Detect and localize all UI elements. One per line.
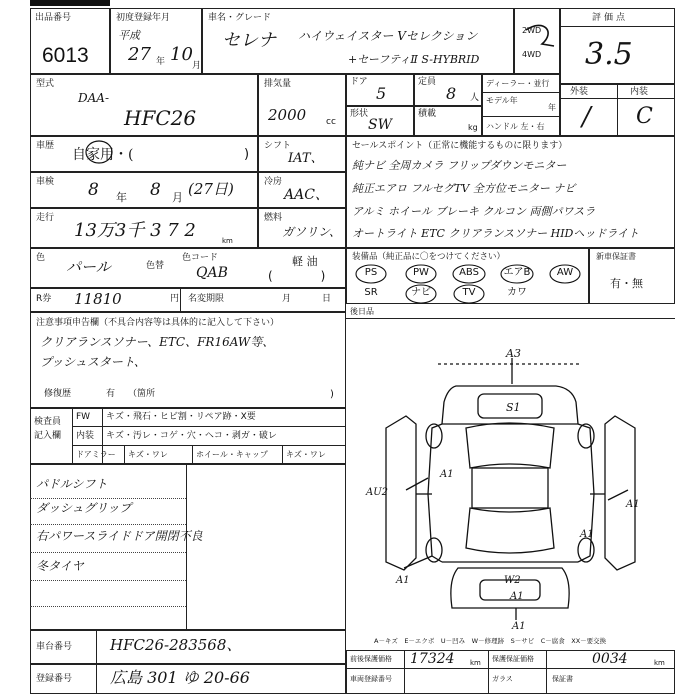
opt-tv: TV	[462, 287, 476, 298]
shape-label: 形状	[350, 109, 369, 119]
score-value: 3.5	[585, 37, 633, 72]
doors-label: ドア	[350, 77, 368, 87]
insp-month-unit: 月	[172, 191, 183, 204]
opt-sr: SR	[364, 287, 378, 298]
sales-line4: オートライト ETC クリアランスソナー HIDヘッドライト	[352, 227, 640, 240]
opt-pw: PW	[413, 267, 429, 278]
recycle-label: R券	[36, 294, 52, 304]
shape-value: SW	[368, 117, 392, 133]
chassis-divider	[96, 630, 97, 664]
car-grade: ハイウェイスター Vセレクション	[298, 29, 478, 43]
remark-line1: パドルシフト	[36, 477, 108, 491]
score-label: 評価点	[592, 13, 629, 23]
footer-right-div3	[546, 650, 547, 694]
opt-airbag: エアB	[503, 267, 531, 278]
inspector-r3-divider3	[282, 445, 283, 464]
mirror-head: ドアミラー	[76, 450, 116, 459]
ac-label: 冷房	[264, 177, 283, 187]
remarks-rule4	[30, 580, 186, 581]
first-reg-label: 初度登録年月	[116, 13, 171, 23]
doors-value: 5	[376, 84, 387, 103]
shift-value: IAT、	[288, 151, 324, 166]
insp-year: 8	[88, 180, 99, 200]
mark-a1-door: A1	[440, 469, 454, 480]
footer-right-div2	[488, 650, 489, 694]
remarks-rule1	[30, 498, 186, 499]
model-year-unit: 年	[548, 103, 556, 112]
notes-label: 注意事項申告欄（不具合内容等は具体的に記入して下さい）	[36, 318, 280, 328]
equipment-circles	[346, 262, 589, 304]
new-car-label: 新車保証書	[596, 252, 636, 261]
remark-line3: 右パワースライドドア開閉不良	[36, 529, 203, 543]
plate-value: 広島 301 ゆ 20-66	[110, 668, 250, 687]
expiry-day: 日	[322, 294, 332, 304]
lot-number: 6013	[42, 44, 89, 67]
cc-value: 2000	[268, 106, 307, 124]
plate-label: 登録番号	[36, 674, 73, 684]
mark-w2: W2	[504, 575, 521, 586]
cc-unit: cc	[326, 117, 336, 127]
ac-value: AAC、	[284, 187, 329, 203]
dealer-divider-2	[482, 116, 560, 117]
history-value: 自家用・(	[72, 147, 134, 163]
load-unit: kg	[468, 123, 478, 132]
cc-label: 排気量	[264, 79, 292, 89]
load-label: 積載	[418, 109, 437, 119]
mark-a1-rear: A1	[510, 591, 524, 602]
mark-a1-side: A1	[580, 529, 594, 540]
interior-label: 内装	[630, 87, 649, 97]
prev-unit: km	[470, 659, 481, 667]
reg-month: 10	[170, 44, 193, 65]
mark-au2: AU2	[366, 487, 389, 498]
drive-2wd: 2WD	[522, 26, 542, 35]
pos-unit: km	[654, 659, 665, 667]
interior-body: キズ・汚レ・コゲ・穴・ヘコ・剥ガ・破レ	[106, 431, 277, 441]
recycle-value: 11810	[74, 290, 122, 308]
remark-line2: ダッシュグリップ	[36, 501, 132, 515]
capacity-label: 定員	[418, 77, 437, 87]
color-value: パール	[66, 258, 111, 276]
drive-circle-mark	[514, 8, 560, 74]
inspector-divider	[72, 408, 73, 464]
repair-value: 有	[106, 389, 116, 399]
fuel-value: ガソリン、	[282, 225, 342, 239]
color-label: 色	[36, 253, 46, 263]
model-prefix: DAA-	[78, 91, 110, 105]
model-year-label: モデル年	[486, 96, 518, 105]
footer-f1: 車両登録番号	[350, 675, 392, 683]
mark-a1-left: A1	[396, 575, 410, 586]
mark-a1-right: A1	[626, 499, 640, 510]
model-value: HFC26	[124, 106, 197, 130]
sales-line1: 純ナビ 全周カメラ フリップダウンモニター	[352, 159, 567, 172]
remarks-divider	[186, 464, 187, 630]
opt-navi: ナビ	[411, 287, 431, 298]
mileage-label: 走行	[36, 213, 55, 223]
car-name: セレナ	[222, 30, 276, 51]
remarks-rule3	[30, 552, 186, 553]
recycle-divider	[180, 288, 181, 312]
expiry-label: 名変期限	[188, 294, 225, 304]
equipment-label: 装備品（純正品に〇をつけてください）	[352, 252, 506, 262]
inspector-label1: 検査員	[34, 417, 62, 427]
opt-ps: PS	[364, 267, 378, 278]
fuel-label: 燃料	[264, 213, 283, 223]
recolor-label: 色替	[146, 261, 165, 271]
inspector-label2: 記入欄	[34, 431, 62, 441]
sales-label: セールスポイント（正常に機能するものに限ります）	[352, 141, 568, 151]
inspector-row-line1	[72, 426, 346, 427]
insp-year-unit: 年	[116, 191, 127, 204]
history-close: )	[244, 147, 250, 162]
interior-grade: C	[636, 104, 653, 129]
shift-label: シフト	[264, 141, 292, 151]
inspector-r3-divider1	[124, 445, 125, 464]
footer-f3: 保証書	[552, 675, 573, 683]
handle-label: ハンドル 左・右	[486, 122, 545, 131]
mirror-body: キズ・ワレ	[128, 450, 168, 459]
interior-head: 内装	[76, 431, 95, 441]
dealer-divider	[482, 92, 560, 93]
fw-head: FW	[76, 412, 91, 422]
sales-line3: アルミ ホイール ブレーキ クルコン 両側パワスラ	[352, 205, 596, 218]
fw-body: キズ・飛石・ヒビ割・リペア跡・X要	[106, 412, 256, 422]
exterior-grade: /	[582, 102, 591, 132]
color-code: QAB	[196, 265, 228, 281]
header-black-bar	[30, 0, 110, 6]
history-label: 車歴	[36, 141, 55, 151]
pos-value: 0034	[592, 651, 628, 667]
condition-divider	[617, 84, 618, 136]
color-paren: ( )	[268, 269, 326, 283]
repair-place: （箇所	[128, 389, 156, 399]
capacity-value: 8	[446, 84, 457, 103]
opt-abs: ABS	[459, 267, 479, 278]
model-label: 型式	[36, 79, 55, 89]
footer-right-div1	[404, 650, 405, 694]
mileage-unit: km	[222, 237, 233, 245]
reg-month-unit: 月	[192, 61, 202, 71]
drive-4wd: 4WD	[522, 50, 542, 59]
repair-label: 修復歴	[44, 389, 72, 399]
notes-line2: プッシュスタート、	[40, 355, 146, 369]
notes-line1: クリアランスソナー、ETC、FR16AW等、	[40, 335, 275, 349]
insp-day: (27日)	[188, 180, 234, 198]
history-circle	[84, 138, 114, 166]
wheel-head: ホイール・キャップ	[196, 450, 268, 459]
remarks-rule5	[30, 606, 186, 607]
footer-f2: ガラス	[492, 675, 513, 683]
car-name-label: 車名・グレード	[208, 13, 272, 23]
wheel-body: キズ・ワレ	[286, 450, 326, 459]
exterior-label: 外装	[570, 87, 589, 97]
remarks-rule2	[30, 524, 186, 525]
chassis-label: 車台番号	[36, 642, 73, 652]
capacity-unit: 人	[470, 93, 480, 103]
reg-year: 27	[128, 44, 151, 65]
opt-aw: AW	[556, 267, 574, 278]
inspection-label: 車検	[36, 177, 55, 187]
fuel-other: 軽 油	[292, 255, 318, 268]
new-car-value: 有・無	[610, 277, 643, 290]
mark-a3: A3	[506, 347, 521, 360]
sales-line2: 純正エアロ フルセグTV 全方位モニター ナビ	[352, 182, 576, 195]
inspector-r3-divider2	[192, 445, 193, 464]
car-grade-line2: +セーフティⅡ S-HYBRID	[348, 53, 480, 66]
damage-legend: A－キズ E－エクボ U－凹み W－修理跡 S－サビ C－腐食 XX－要交換	[374, 637, 607, 645]
plate-divider	[96, 664, 97, 694]
prev-label: 前後保護価格	[350, 655, 392, 663]
lot-label: 出品番号	[35, 13, 72, 23]
dealer-label: ディーラー・並行	[486, 79, 550, 88]
inspector-head-divider	[102, 408, 103, 464]
history-box	[30, 136, 258, 172]
inspector-row-line2	[72, 445, 346, 446]
color-code-label: 色コード	[182, 253, 219, 263]
expiry-month: 月	[282, 294, 292, 304]
mark-a1-bottom: A1	[512, 621, 526, 632]
score-divider	[560, 26, 675, 27]
era-value: 平成	[118, 29, 140, 42]
mark-s1: S1	[506, 401, 521, 414]
insp-month: 8	[150, 180, 161, 200]
chassis-value: HFC26-283568、	[110, 636, 242, 654]
footer-right-line	[346, 668, 675, 669]
repair-close: )	[330, 389, 334, 400]
remarks-label: 後日品	[350, 307, 374, 316]
recycle-unit: 円	[170, 294, 180, 304]
remark-line4: 冬タイヤ	[36, 559, 84, 573]
prev-value: 17324	[410, 651, 455, 667]
reg-year-unit: 年	[156, 57, 166, 67]
opt-leather: カワ	[507, 287, 527, 298]
condition-header-line	[560, 98, 675, 99]
pos-label: 保護保証価格	[492, 655, 534, 663]
mileage-value: 13万3千 3 7 2	[74, 220, 196, 241]
